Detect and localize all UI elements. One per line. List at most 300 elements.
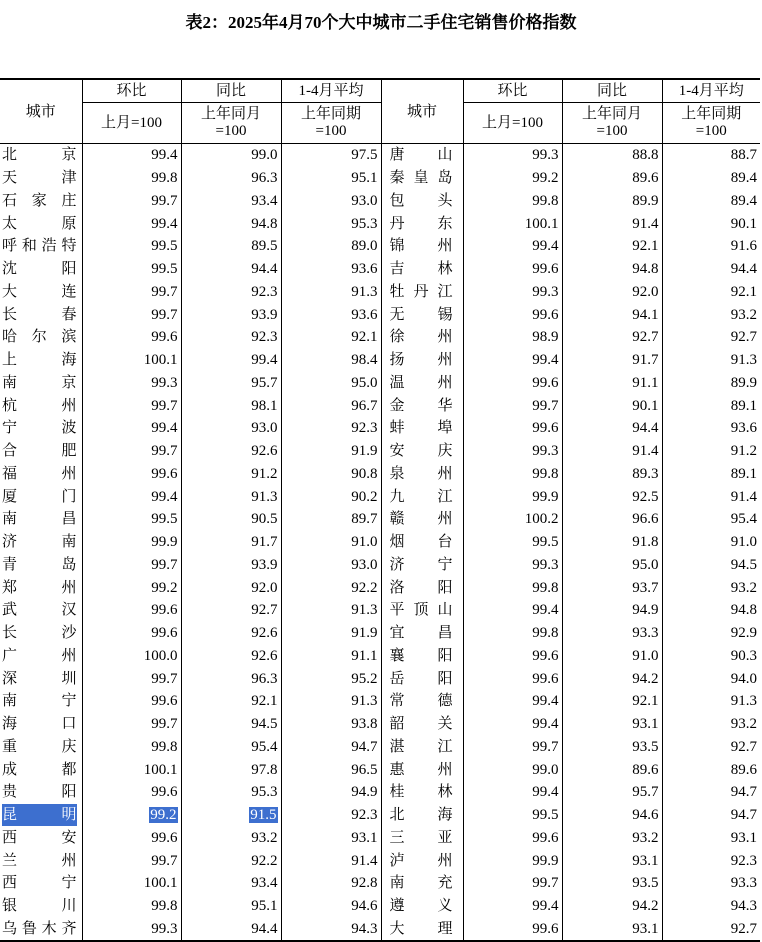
- header-ytd-base-left: 上年同期 =100: [281, 103, 381, 144]
- table-row: [0, 758, 760, 781]
- table-row: [0, 258, 760, 281]
- right-ytd-cell: 91.3: [662, 349, 760, 372]
- left-mom-cell: 99.4: [82, 212, 181, 235]
- right-yoy-cell: 88.8: [562, 144, 662, 167]
- left-ytd-cell: 95.3: [281, 212, 381, 235]
- table-row: [0, 212, 760, 235]
- header-ytd-left: 1-4月平均: [281, 79, 381, 103]
- left-city-cell: 西安: [2, 829, 77, 846]
- left-ytd-cell: 93.6: [281, 303, 381, 326]
- right-yoy-cell: 93.5: [562, 872, 662, 895]
- right-ytd-cell: 89.6: [662, 758, 760, 781]
- right-yoy-cell: 89.3: [562, 463, 662, 486]
- right-mom-cell: 99.6: [463, 417, 562, 440]
- left-ytd-cell: 93.1: [281, 827, 381, 850]
- right-ytd-cell: 94.5: [662, 554, 760, 577]
- table-row: [0, 235, 760, 258]
- right-mom-cell: 99.8: [463, 622, 562, 645]
- left-ytd-cell: 92.8: [281, 872, 381, 895]
- right-city-cell: 徐州: [381, 326, 463, 349]
- left-ytd-cell: 96.5: [281, 758, 381, 781]
- left-mom-cell: 99.7: [82, 554, 181, 577]
- header-yoy-left: 同比: [181, 79, 281, 103]
- left-yoy-cell: 93.9: [181, 303, 281, 326]
- right-mom-cell: 99.8: [463, 190, 562, 213]
- left-ytd-cell: 89.7: [281, 508, 381, 531]
- left-city-cell: 宁波: [2, 420, 77, 437]
- left-ytd-cell: 94.3: [281, 918, 381, 942]
- left-ytd-cell: 94.6: [281, 895, 381, 918]
- selected-value: 99.2: [150, 807, 177, 824]
- right-city-cell: 三亚: [381, 827, 463, 850]
- right-mom-cell: 99.0: [463, 758, 562, 781]
- left-mom-cell: 99.5: [82, 235, 181, 258]
- right-city-cell: 扬州: [381, 349, 463, 372]
- left-yoy-cell: 94.5: [181, 713, 281, 736]
- right-city-cell: 湛江: [381, 736, 463, 759]
- left-ytd-cell: 90.8: [281, 463, 381, 486]
- right-city-cell: 温州: [381, 372, 463, 395]
- right-mom-cell: 99.6: [463, 827, 562, 850]
- right-city-cell: 济宁: [381, 554, 463, 577]
- right-ytd-cell: 94.0: [662, 667, 760, 690]
- left-mom-cell: 99.6: [82, 781, 181, 804]
- left-mom-cell: [82, 804, 181, 827]
- left-yoy-cell: 95.7: [181, 372, 281, 395]
- right-ytd-cell: 91.6: [662, 235, 760, 258]
- right-mom-cell: 99.3: [463, 144, 562, 167]
- table-row: [0, 326, 760, 349]
- table-row: [0, 144, 760, 167]
- right-mom-cell: 99.2: [463, 167, 562, 190]
- table-row: [0, 417, 760, 440]
- left-ytd-cell: 94.7: [281, 736, 381, 759]
- right-mom-cell: 99.4: [463, 895, 562, 918]
- left-ytd-cell: 98.4: [281, 349, 381, 372]
- right-city-cell: 唐山: [381, 144, 463, 167]
- left-city-cell: 哈尔滨: [2, 329, 77, 346]
- header-mom-base-left: 上月=100: [82, 103, 181, 144]
- right-mom-cell: 99.4: [463, 690, 562, 713]
- right-city-cell: 金华: [381, 394, 463, 417]
- left-ytd-cell: 91.3: [281, 281, 381, 304]
- right-mom-cell: 99.8: [463, 463, 562, 486]
- left-city-cell: 石家庄: [2, 192, 77, 209]
- left-yoy-cell: 92.7: [181, 599, 281, 622]
- table-row: [0, 781, 760, 804]
- table-row: [0, 167, 760, 190]
- left-city-cell: 郑州: [2, 579, 77, 596]
- right-yoy-cell: 96.6: [562, 508, 662, 531]
- left-mom-cell: 99.7: [82, 190, 181, 213]
- table-row: [0, 485, 760, 508]
- left-city-cell: 广州: [2, 647, 77, 664]
- left-city-cell: 成都: [2, 761, 77, 778]
- right-ytd-cell: 91.0: [662, 531, 760, 554]
- left-mom-cell: 100.1: [82, 349, 181, 372]
- right-yoy-cell: 94.6: [562, 804, 662, 827]
- left-city-cell: 南宁: [2, 693, 77, 710]
- table-row: [0, 849, 760, 872]
- left-ytd-cell: 95.1: [281, 167, 381, 190]
- right-mom-cell: 99.4: [463, 781, 562, 804]
- selected-city-text: 昆明: [2, 804, 77, 826]
- left-yoy-cell: 92.3: [181, 326, 281, 349]
- left-ytd-cell: 91.3: [281, 690, 381, 713]
- left-mom-cell: 99.7: [82, 667, 181, 690]
- table-row: [0, 827, 760, 850]
- table-row: [0, 690, 760, 713]
- right-city-cell: 无锡: [381, 303, 463, 326]
- right-city-cell: 洛阳: [381, 576, 463, 599]
- table-row: [0, 736, 760, 759]
- left-ytd-cell: 93.0: [281, 554, 381, 577]
- left-yoy-cell: 90.5: [181, 508, 281, 531]
- right-ytd-cell: 94.4: [662, 258, 760, 281]
- left-city-cell: 兰州: [2, 852, 77, 869]
- left-yoy-cell: 92.1: [181, 690, 281, 713]
- left-city-cell: 福州: [2, 465, 77, 482]
- right-city-cell: 桂林: [381, 781, 463, 804]
- left-mom-cell: 99.4: [82, 144, 181, 167]
- left-yoy-cell: 95.4: [181, 736, 281, 759]
- right-ytd-cell: 93.6: [662, 417, 760, 440]
- left-city-cell: 长春: [2, 306, 77, 323]
- right-city-cell: 泸州: [381, 849, 463, 872]
- right-yoy-cell: 89.6: [562, 167, 662, 190]
- right-mom-cell: 99.4: [463, 713, 562, 736]
- right-ytd-cell: 89.9: [662, 372, 760, 395]
- right-yoy-cell: 91.4: [562, 440, 662, 463]
- left-city-cell: 武汉: [2, 602, 77, 619]
- table-row: [0, 463, 760, 486]
- right-yoy-cell: 89.6: [562, 758, 662, 781]
- right-yoy-cell: 91.4: [562, 212, 662, 235]
- price-index-table: [0, 78, 760, 942]
- left-city-cell: 大连: [2, 283, 77, 300]
- selected-value: 91.5: [250, 807, 277, 824]
- left-yoy-cell: 97.8: [181, 758, 281, 781]
- header-yoy-right: 同比: [562, 79, 662, 103]
- right-yoy-cell: 94.1: [562, 303, 662, 326]
- left-mom-cell: 99.6: [82, 690, 181, 713]
- left-mom-cell: 99.2: [82, 576, 181, 599]
- right-ytd-cell: 89.4: [662, 167, 760, 190]
- table-row: [0, 349, 760, 372]
- right-ytd-cell: 89.4: [662, 190, 760, 213]
- left-ytd-cell: 93.0: [281, 190, 381, 213]
- left-ytd-cell: 91.4: [281, 849, 381, 872]
- right-city-cell: 岳阳: [381, 667, 463, 690]
- left-yoy-cell: 96.3: [181, 667, 281, 690]
- left-ytd-cell: 91.3: [281, 599, 381, 622]
- right-ytd-cell: 93.1: [662, 827, 760, 850]
- left-yoy-cell: 92.0: [181, 576, 281, 599]
- right-mom-cell: 99.6: [463, 258, 562, 281]
- left-city-cell: 乌鲁木齐: [0, 918, 82, 942]
- left-city-cell: 重庆: [2, 738, 77, 755]
- right-yoy-cell: 91.1: [562, 372, 662, 395]
- right-mom-cell: 99.3: [463, 281, 562, 304]
- right-yoy-cell: 93.1: [562, 918, 662, 942]
- left-yoy-cell: 93.4: [181, 872, 281, 895]
- table-row: [0, 394, 760, 417]
- left-mom-cell: 99.7: [82, 713, 181, 736]
- right-ytd-cell: 90.3: [662, 645, 760, 668]
- left-yoy-cell: 92.6: [181, 440, 281, 463]
- left-ytd-cell: 92.3: [281, 804, 381, 827]
- right-city-cell: 韶关: [381, 713, 463, 736]
- table-row: [0, 872, 760, 895]
- left-ytd-cell: 95.0: [281, 372, 381, 395]
- left-ytd-cell: 91.9: [281, 622, 381, 645]
- right-mom-cell: 99.9: [463, 849, 562, 872]
- left-yoy-cell: 89.5: [181, 235, 281, 258]
- right-city-cell: 秦皇岛: [381, 167, 463, 190]
- left-city-cell: 深圳: [2, 670, 77, 687]
- left-yoy-cell: 91.7: [181, 531, 281, 554]
- left-ytd-cell: 92.1: [281, 326, 381, 349]
- left-ytd-cell: 91.0: [281, 531, 381, 554]
- right-city-cell: 惠州: [381, 758, 463, 781]
- right-ytd-cell: 94.7: [662, 781, 760, 804]
- right-ytd-cell: 94.7: [662, 804, 760, 827]
- right-ytd-cell: 91.4: [662, 485, 760, 508]
- right-yoy-cell: 92.7: [562, 326, 662, 349]
- header-mom-right: 环比: [463, 79, 562, 103]
- right-city-cell: 遵义: [381, 895, 463, 918]
- right-ytd-cell: 91.3: [662, 690, 760, 713]
- right-yoy-cell: 92.0: [562, 281, 662, 304]
- left-yoy-cell: 94.8: [181, 212, 281, 235]
- right-city-cell: 常德: [381, 690, 463, 713]
- left-mom-cell: 99.8: [82, 895, 181, 918]
- right-yoy-cell: 93.1: [562, 849, 662, 872]
- left-mom-cell: 100.1: [82, 758, 181, 781]
- right-city-cell: 吉林: [381, 258, 463, 281]
- table-row: [0, 281, 760, 304]
- left-yoy-cell: 91.2: [181, 463, 281, 486]
- table-row: [0, 440, 760, 463]
- right-mom-cell: 99.5: [463, 531, 562, 554]
- right-city-cell: 北海: [381, 804, 463, 827]
- right-mom-cell: 99.6: [463, 918, 562, 942]
- left-city-cell: 杭州: [2, 397, 77, 414]
- header-city-right: 城市: [381, 79, 463, 144]
- right-city-cell: 宜昌: [381, 622, 463, 645]
- left-ytd-cell: 97.5: [281, 144, 381, 167]
- left-city-cell: [0, 804, 82, 827]
- right-ytd-cell: 92.1: [662, 281, 760, 304]
- left-mom-cell: 99.4: [82, 417, 181, 440]
- left-mom-cell: 99.7: [82, 849, 181, 872]
- right-city-cell: 大理: [381, 918, 463, 942]
- right-mom-cell: 98.9: [463, 326, 562, 349]
- left-mom-cell: 99.7: [82, 281, 181, 304]
- right-city-cell: 襄阳: [381, 645, 463, 668]
- right-yoy-cell: 95.7: [562, 781, 662, 804]
- header-city-left: 城市: [0, 79, 82, 144]
- left-city-cell: 厦门: [2, 488, 77, 505]
- right-mom-cell: 99.4: [463, 599, 562, 622]
- right-yoy-cell: 94.2: [562, 895, 662, 918]
- right-ytd-cell: 93.2: [662, 303, 760, 326]
- right-city-cell: 九江: [381, 485, 463, 508]
- right-mom-cell: 99.4: [463, 349, 562, 372]
- table-row: [0, 667, 760, 690]
- right-mom-cell: 99.3: [463, 554, 562, 577]
- right-yoy-cell: 93.3: [562, 622, 662, 645]
- left-yoy-cell: 91.3: [181, 485, 281, 508]
- right-yoy-cell: 91.0: [562, 645, 662, 668]
- right-ytd-cell: 91.2: [662, 440, 760, 463]
- left-ytd-cell: 93.8: [281, 713, 381, 736]
- left-yoy-cell: 93.9: [181, 554, 281, 577]
- left-mom-cell: 100.0: [82, 645, 181, 668]
- right-city-cell: 赣州: [381, 508, 463, 531]
- left-city-cell: 天津: [2, 170, 77, 187]
- right-ytd-cell: 93.2: [662, 576, 760, 599]
- header-ytd-right: 1-4月平均: [662, 79, 760, 103]
- left-ytd-cell: 92.2: [281, 576, 381, 599]
- left-city-cell: 北京: [2, 147, 77, 164]
- right-ytd-cell: 94.3: [662, 895, 760, 918]
- left-mom-cell: 99.8: [82, 167, 181, 190]
- right-yoy-cell: 89.9: [562, 190, 662, 213]
- right-city-cell: 丹东: [381, 212, 463, 235]
- left-mom-cell: 99.6: [82, 463, 181, 486]
- right-yoy-cell: 92.1: [562, 235, 662, 258]
- left-ytd-cell: 89.0: [281, 235, 381, 258]
- right-ytd-cell: 92.3: [662, 849, 760, 872]
- right-mom-cell: 100.1: [463, 212, 562, 235]
- left-mom-cell: 99.6: [82, 827, 181, 850]
- right-yoy-cell: 91.8: [562, 531, 662, 554]
- left-ytd-cell: 90.2: [281, 485, 381, 508]
- left-yoy-cell: 98.1: [181, 394, 281, 417]
- left-mom-cell: 99.3: [82, 918, 181, 942]
- left-yoy-cell: 93.2: [181, 827, 281, 850]
- left-yoy-cell: 92.2: [181, 849, 281, 872]
- left-city-cell: 太原: [2, 215, 77, 232]
- table-row: [0, 576, 760, 599]
- left-ytd-cell: 92.3: [281, 417, 381, 440]
- left-ytd-cell: 96.7: [281, 394, 381, 417]
- left-city-cell: 呼和浩特: [2, 238, 77, 255]
- right-ytd-cell: 95.4: [662, 508, 760, 531]
- left-yoy-cell: 99.0: [181, 144, 281, 167]
- right-mom-cell: 99.7: [463, 736, 562, 759]
- right-ytd-cell: 94.8: [662, 599, 760, 622]
- left-city-cell: 南昌: [2, 511, 77, 528]
- right-mom-cell: 99.6: [463, 667, 562, 690]
- right-mom-cell: 99.4: [463, 235, 562, 258]
- left-city-cell: 济南: [2, 534, 77, 551]
- left-yoy-cell: 92.6: [181, 645, 281, 668]
- header-yoy-base-right: 上年同月 =100: [562, 103, 662, 144]
- right-city-cell: 平顶山: [381, 599, 463, 622]
- left-yoy-cell: 95.1: [181, 895, 281, 918]
- left-yoy-cell: 96.3: [181, 167, 281, 190]
- left-mom-cell: 99.7: [82, 303, 181, 326]
- right-yoy-cell: 93.5: [562, 736, 662, 759]
- right-yoy-cell: 90.1: [562, 394, 662, 417]
- right-yoy-cell: 94.8: [562, 258, 662, 281]
- left-mom-cell: 99.7: [82, 394, 181, 417]
- header-ytd-base-right: 上年同期 =100: [662, 103, 760, 144]
- left-yoy-cell: 94.4: [181, 258, 281, 281]
- left-mom-cell: 99.8: [82, 736, 181, 759]
- right-mom-cell: 99.7: [463, 394, 562, 417]
- left-city-cell: 长沙: [2, 625, 77, 642]
- right-yoy-cell: 93.7: [562, 576, 662, 599]
- right-city-cell: 烟台: [381, 531, 463, 554]
- table-row: [0, 713, 760, 736]
- right-yoy-cell: 94.9: [562, 599, 662, 622]
- right-yoy-cell: 92.5: [562, 485, 662, 508]
- left-yoy-cell: 93.0: [181, 417, 281, 440]
- table-row: [0, 804, 760, 827]
- right-ytd-cell: 89.1: [662, 394, 760, 417]
- right-ytd-cell: 93.2: [662, 713, 760, 736]
- right-mom-cell: 99.6: [463, 645, 562, 668]
- right-city-cell: 安庆: [381, 440, 463, 463]
- right-mom-cell: 99.3: [463, 440, 562, 463]
- table-row: [0, 554, 760, 577]
- left-mom-cell: 99.3: [82, 372, 181, 395]
- right-yoy-cell: 93.1: [562, 713, 662, 736]
- left-ytd-cell: 91.9: [281, 440, 381, 463]
- right-ytd-cell: 92.7: [662, 918, 760, 942]
- table-row: [0, 645, 760, 668]
- table-row: [0, 508, 760, 531]
- left-city-cell: 西宁: [2, 875, 77, 892]
- left-yoy-cell: 92.3: [181, 281, 281, 304]
- left-mom-cell: 99.7: [82, 440, 181, 463]
- right-mom-cell: 99.5: [463, 804, 562, 827]
- left-city-cell: 贵阳: [2, 784, 77, 801]
- right-ytd-cell: 93.3: [662, 872, 760, 895]
- right-yoy-cell: 94.2: [562, 667, 662, 690]
- right-city-cell: 锦州: [381, 235, 463, 258]
- right-yoy-cell: 92.1: [562, 690, 662, 713]
- right-mom-cell: 99.6: [463, 303, 562, 326]
- left-city-cell: 沈阳: [2, 261, 77, 278]
- left-yoy-cell: 94.4: [181, 918, 281, 942]
- table-body: [0, 144, 760, 942]
- left-mom-cell: 99.6: [82, 599, 181, 622]
- header-yoy-base-left: 上年同月 =100: [181, 103, 281, 144]
- left-mom-cell: 99.9: [82, 531, 181, 554]
- right-city-cell: 包头: [381, 190, 463, 213]
- left-ytd-cell: 94.9: [281, 781, 381, 804]
- left-mom-cell: 99.5: [82, 508, 181, 531]
- right-ytd-cell: 92.9: [662, 622, 760, 645]
- left-yoy-cell: 95.3: [181, 781, 281, 804]
- right-ytd-cell: 92.7: [662, 736, 760, 759]
- left-mom-cell: 99.6: [82, 326, 181, 349]
- right-city-cell: 泉州: [381, 463, 463, 486]
- left-mom-cell: 99.5: [82, 258, 181, 281]
- right-yoy-cell: 94.4: [562, 417, 662, 440]
- right-ytd-cell: 88.7: [662, 144, 760, 167]
- right-yoy-cell: 93.2: [562, 827, 662, 850]
- right-ytd-cell: 92.7: [662, 326, 760, 349]
- left-ytd-cell: 93.6: [281, 258, 381, 281]
- right-city-cell: 南充: [381, 872, 463, 895]
- left-city-cell: 南京: [2, 374, 77, 391]
- right-city-cell: 蚌埠: [381, 417, 463, 440]
